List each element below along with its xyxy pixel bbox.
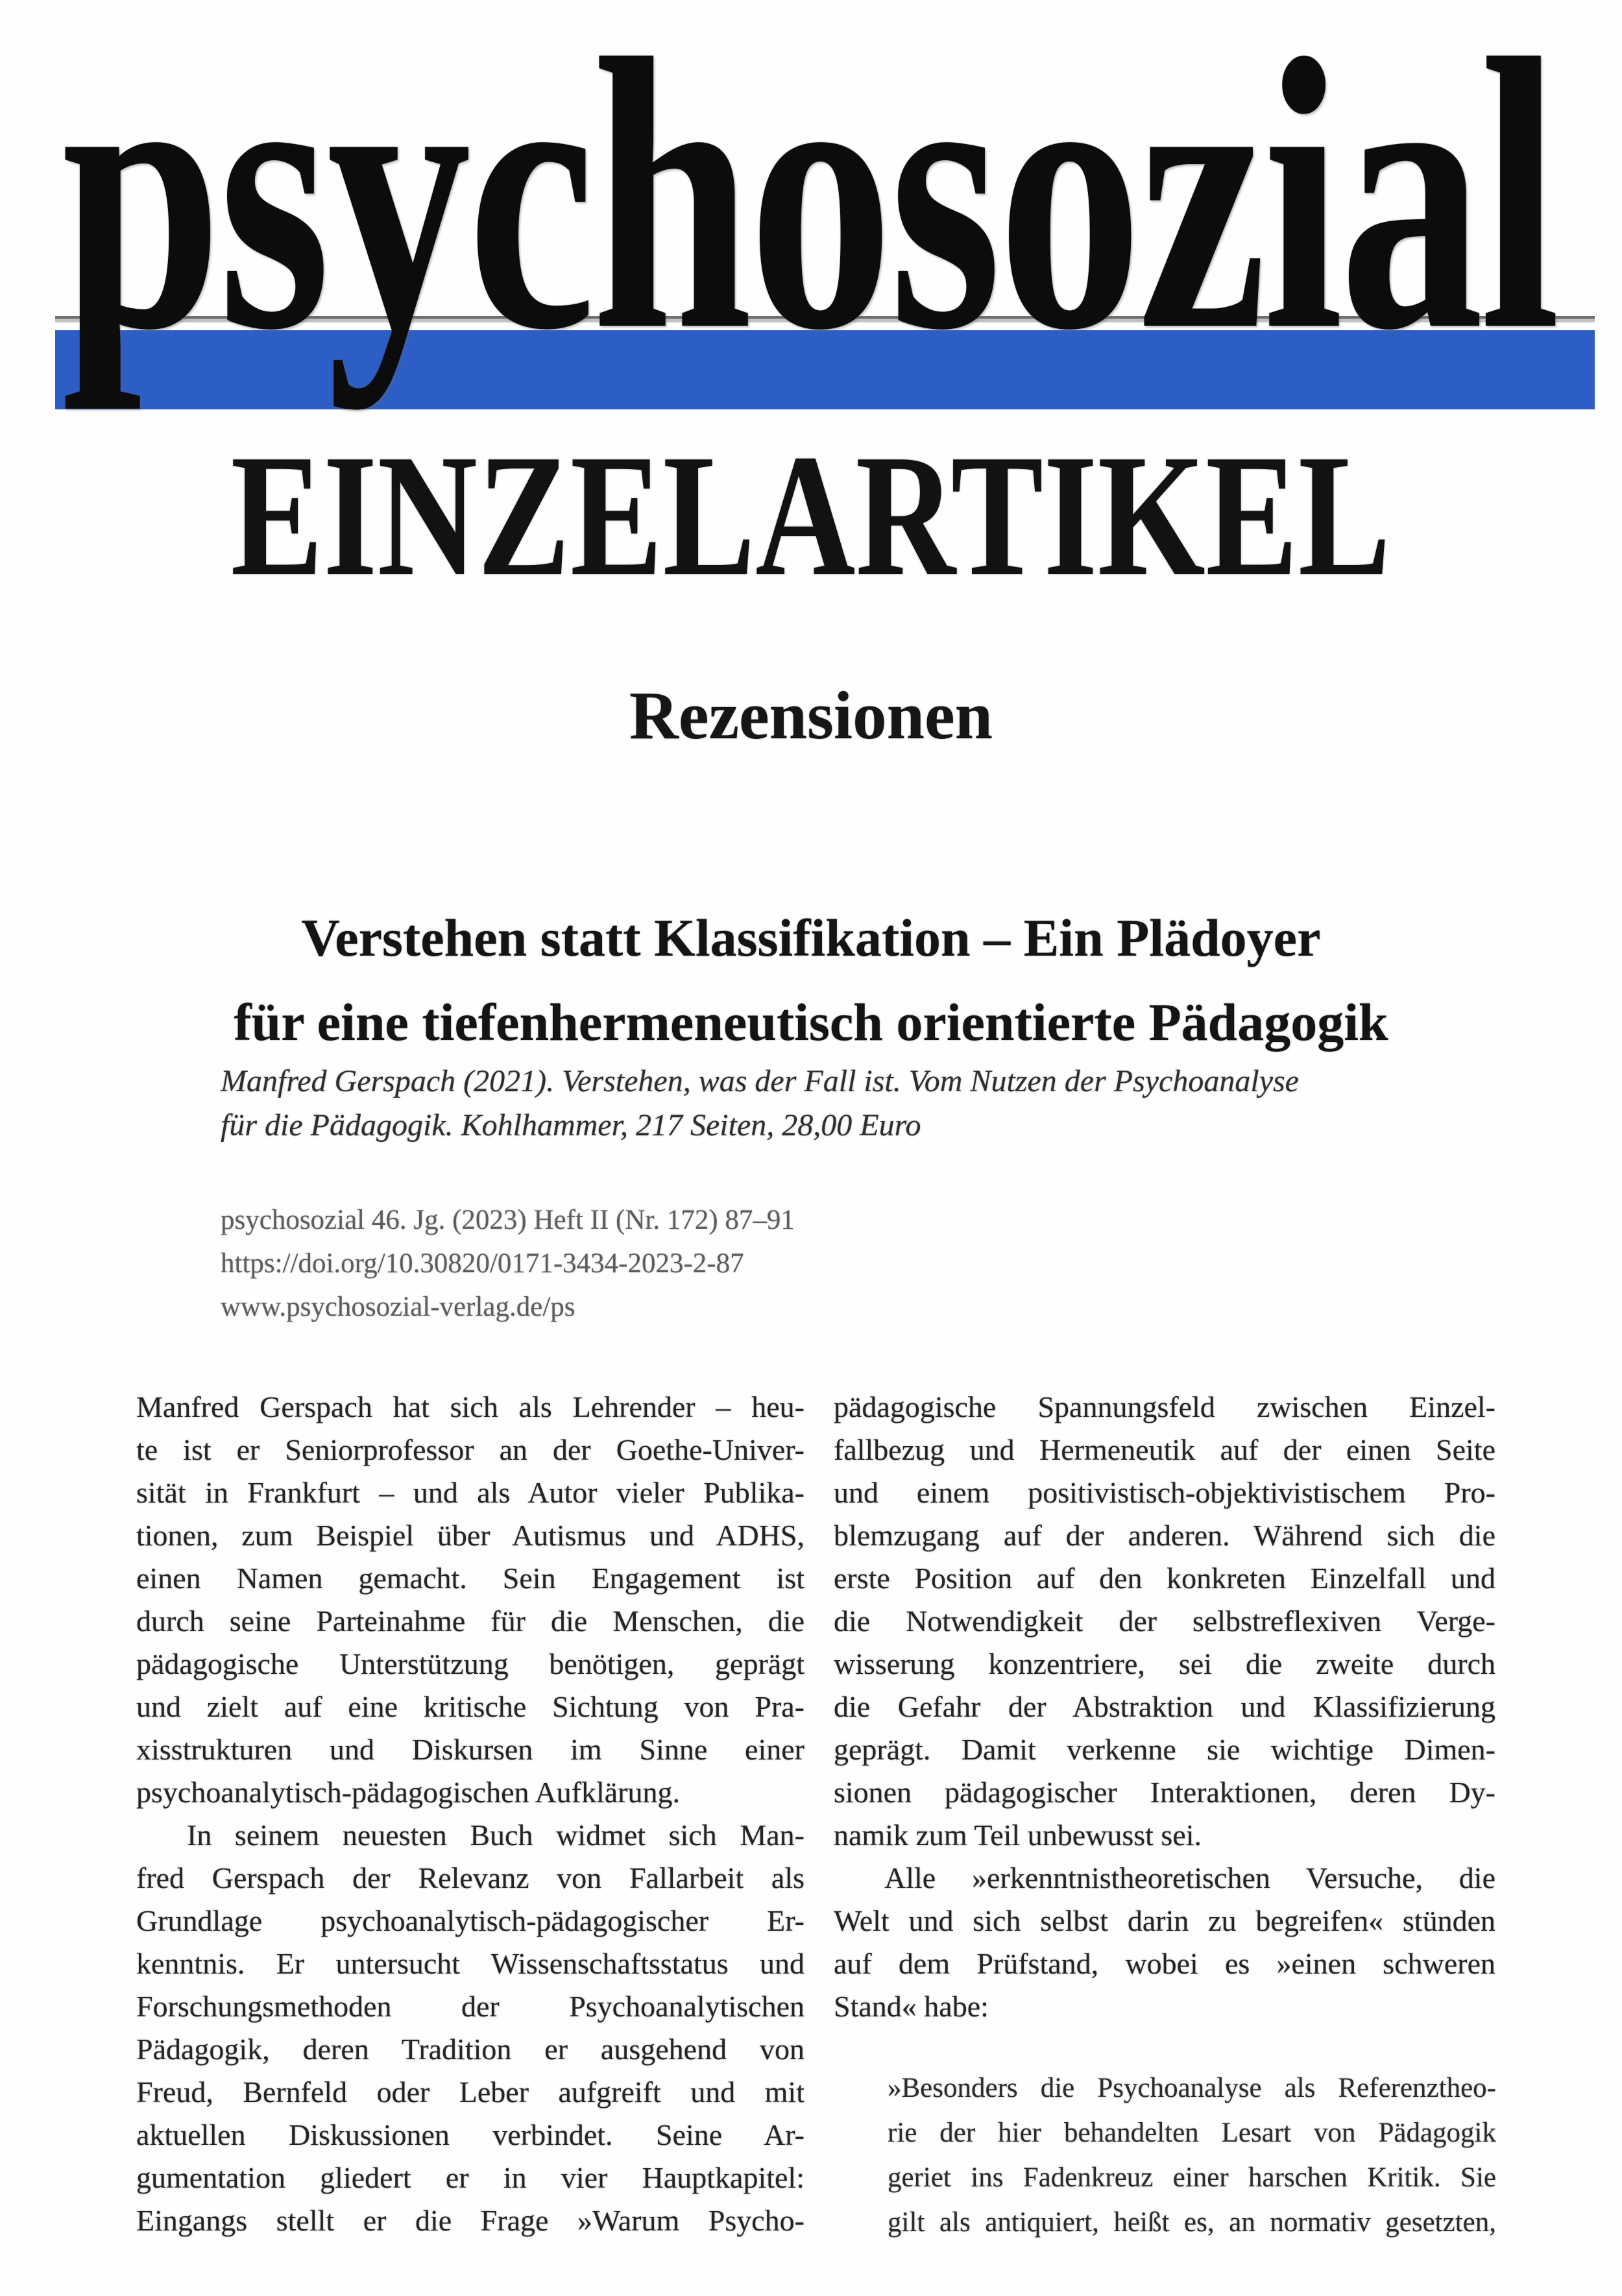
blockquote (888, 2066, 1496, 2245)
text-line: gilt als antiquiert, heißt es, an normativ gesetzten, (888, 2207, 1496, 2238)
text-line: fallbezug und Hermeneutik auf der einen Seite (834, 1433, 1495, 1466)
text-line: Pädagogik, deren Tradition er ausgehend von (136, 2033, 805, 2066)
text-line: tionen, zum Beispiel über Autismus und ADHS, (136, 1519, 805, 1552)
body-column-right (834, 1386, 1495, 2028)
text-line: Manfred Gerspach hat sich als Lehrender – heu- (136, 1390, 805, 1423)
body-column-left (136, 1386, 805, 2242)
text-line: In seinem neuesten Buch widmet sich Man- (187, 1819, 805, 1852)
text-line: Stand« habe: (834, 1990, 989, 2023)
text-line: te ist er Seniorprofessor an der Goethe-Univer- (136, 1433, 805, 1466)
text-line: und zielt auf eine kritische Sichtung von Pra- (136, 1690, 805, 1723)
text-line: wisserung konzentriere, sei die zweite durch (834, 1647, 1495, 1680)
text-line: gumentation gliedert er in vier Hauptkapitel: (136, 2161, 805, 2194)
text-line: Freud, Bernfeld oder Leber aufgreift und mit (136, 2075, 805, 2109)
text-line: geprägt. Damit verkenne sie wichtige Dimen- (834, 1733, 1495, 1766)
text-line: einen Namen gemacht. Sein Engagement ist (136, 1562, 805, 1595)
text-line: Forschungsmethoden der Psychoanalytischen (136, 1990, 805, 2023)
text-line: xisstrukturen und Diskursen im Sinne einer (136, 1733, 805, 1766)
section-label-row (0, 418, 1622, 612)
text-line: auf dem Prüfstand, wobei es »einen schweren (834, 1947, 1495, 1980)
text-line: pädagogische Unterstützung benötigen, geprägt (136, 1647, 805, 1680)
article-title (0, 896, 1622, 1065)
publication-meta (221, 1198, 1129, 1329)
book-citation-line1: Manfred Gerspach (2021). Verstehen, was der Fall ist. Vom Nutzen der Psychoanalyse (221, 1064, 1299, 1098)
text-line: sität in Frankfurt – und als Autor vieler Publika- (136, 1476, 805, 1509)
article-title-line2: für eine tiefenhermeneutisch orientierte Pädagogik (234, 993, 1388, 1052)
text-line: »Besonders die Psychoanalyse als Referenztheo- (888, 2073, 1496, 2103)
text-line: namik zum Teil unbewusst sei. (834, 1819, 1202, 1852)
publisher-website: www.psychosozial-verlag.de/ps (221, 1292, 575, 1322)
issue-info: psychosozial 46. Jg. (2023) Heft II (Nr. 172) 87–91 (221, 1205, 795, 1235)
text-line: Grundlage psychoanalytisch-pädagogischer Er- (136, 1904, 805, 1937)
section-label: EINZELARTIKEL (231, 418, 1391, 612)
text-line: fred Gerspach der Relevanz von Fallarbeit als (136, 1861, 805, 1894)
journal-logo: psychosozial (62, 0, 1557, 410)
text-line: Welt und sich selbst darin zu begreifen« stünden (834, 1904, 1495, 1937)
text-line: die Gefahr der Abstraktion und Klassifizierung (834, 1690, 1495, 1723)
text-line: kenntnis. Er untersucht Wissenschaftsstatus und (136, 1947, 805, 1980)
text-line: Alle »erkenntnistheoretischen Versuche, die (884, 1861, 1495, 1894)
text-line: erste Position auf den konkreten Einzelfall und (834, 1562, 1495, 1595)
doi-link: https://doi.org/10.30820/0171-3434-2023-2-87 (221, 1248, 744, 1279)
text-line: geriet ins Fadenkreuz einer harschen Kritik. Sie (888, 2162, 1496, 2193)
book-citation (221, 1059, 1453, 1148)
text-line: die Notwendigkeit der selbstreflexiven Verge- (834, 1604, 1495, 1637)
book-citation-line2: für die Pädagogik. Kohlhammer, 217 Seiten, 28,00 Euro (221, 1108, 921, 1142)
text-line: sionen pädagogischer Interaktionen, deren Dy- (834, 1776, 1495, 1809)
text-line: aktuellen Diskussionen verbindet. Seine Ar- (136, 2118, 805, 2151)
text-line: und einem positivistisch-objektivistischem Pro- (834, 1476, 1495, 1509)
rubric-heading: Rezensionen (629, 677, 993, 753)
text-line: Eingangs stellt er die Frage »Warum Psycho- (136, 2204, 805, 2237)
text-line: rie der hier behandelten Lesart von Pädagogik (888, 2118, 1496, 2148)
text-line: durch seine Parteinahme für die Menschen, die (136, 1604, 805, 1637)
article-title-line1: Verstehen statt Klassifikation – Ein Plädoyer (301, 908, 1321, 967)
text-line: pädagogische Spannungsfeld zwischen Einzel- (834, 1390, 1495, 1423)
text-line: blemzugang auf der anderen. Während sich die (834, 1519, 1495, 1552)
text-line: psychoanalytisch-pädagogischen Aufklärung. (136, 1776, 680, 1809)
